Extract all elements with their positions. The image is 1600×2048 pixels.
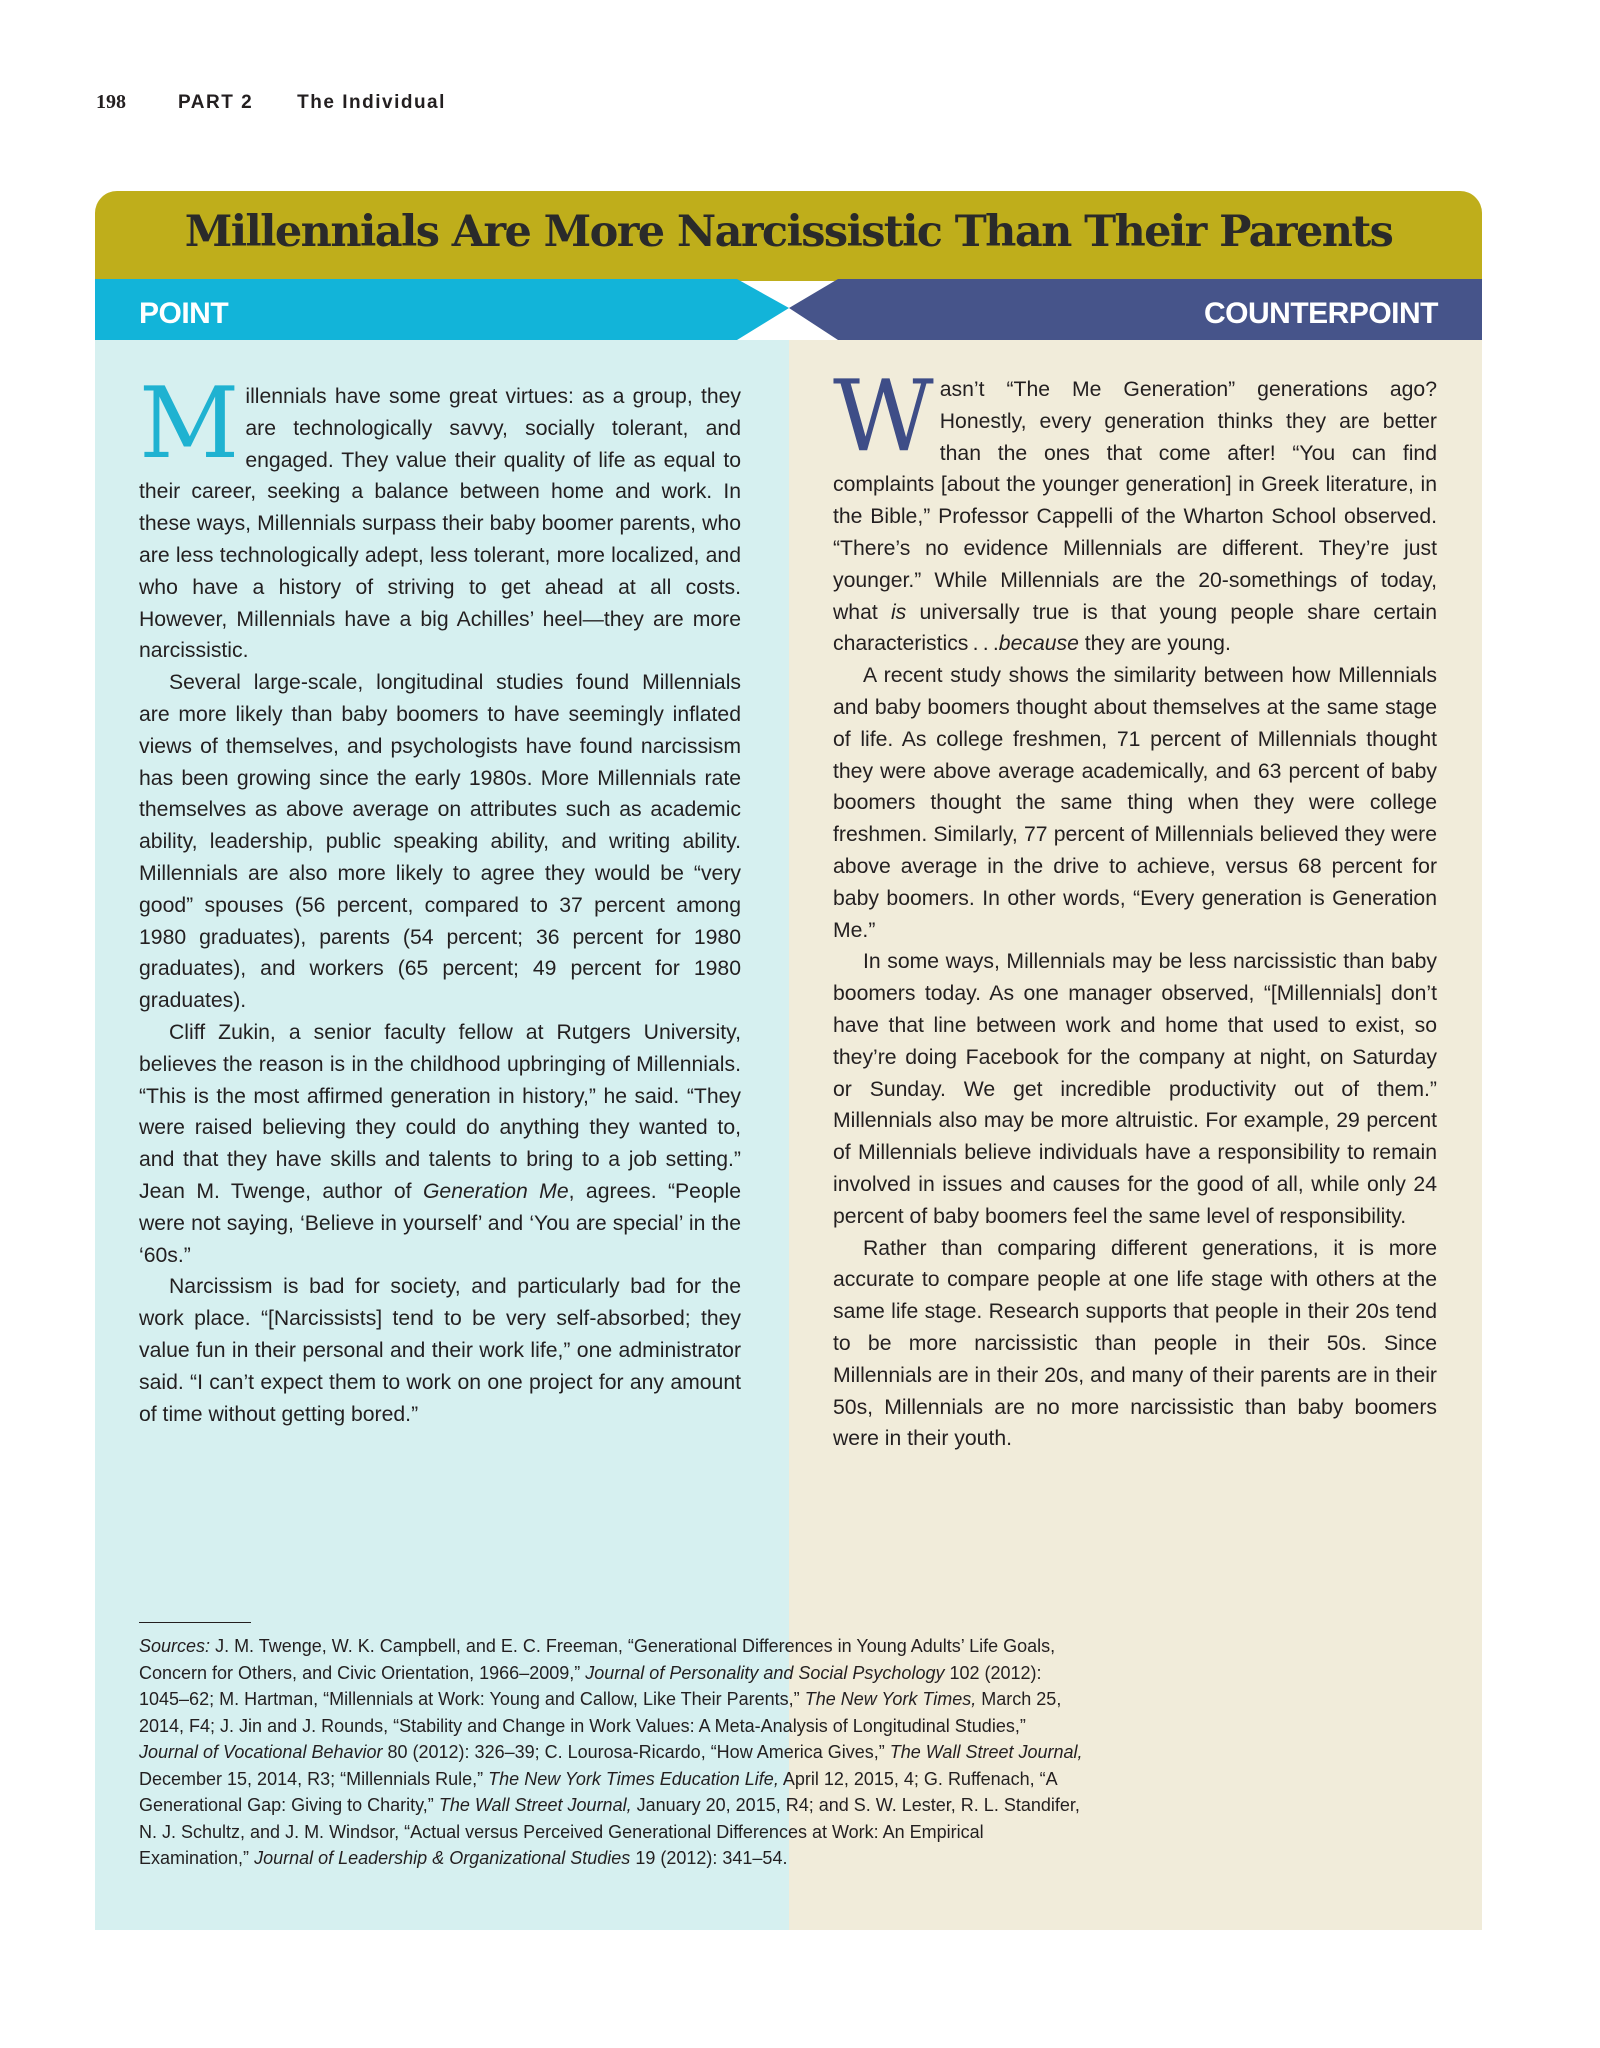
counterpoint-label: COUNTERPOINT <box>1204 297 1438 330</box>
point-paragraph-text: Cliff Zukin, a senior faculty fellow at Rutgers University, believes the reason is in the childhood upbringing of Millennials. “This is the most affirmed generation in history,” he said. “They were raised believing they could do anything they wanted to, and that they have skills and talents to bring to a job setting.” Jean M. Twenge, author of <box>139 1020 741 1203</box>
source-text: 19 (2012): 341–54. <box>635 1848 788 1868</box>
counterpoint-text <box>833 360 1438 1455</box>
journal-title: Journal of Vocational Behavior <box>139 1742 383 1762</box>
part-title: The Individual <box>297 92 446 113</box>
feature-title: Millennials Are More Narcissistic Than Their Parents <box>184 207 1393 257</box>
point-paragraph <box>139 1017 741 1271</box>
source-text: March 25, 2014, F4; J. Jin and J. Rounds, “Stability and Change in Work Values: A Meta-Analysis of Longitudinal Studies,” <box>139 1689 1062 1736</box>
source-text: J. M. Twenge, W. K. Campbell, and E. C. Freeman, “Generational Differences in Young Adults’ Life Goals, Concern for Others, and Civic Orientation, 1966–2009,” <box>139 1636 1056 1683</box>
journal-title: The Wall Street Journal, <box>889 1742 1083 1762</box>
counterpoint-paragraph: Rather than comparing different generations, it is more accurate to compare people at one life stage with others at the same life stage. Research supports that people in their 20s tend to be more narcissistic than people in their 50s. Since Millennials are in their 20s, and many of their parents are in their 50s, Millennials are no more narcissistic than baby boomers were in their youth. <box>833 1236 1437 1451</box>
emphasis-text: because <box>998 632 1079 656</box>
sources-note <box>139 1633 1089 1872</box>
journal-title: The New York Times, <box>804 1689 977 1709</box>
counterpoint-paragraph: A recent study shows the similarity between how Millennials and baby boomers thought about themselves at the same stage of life. As college freshmen, 71 percent of Millennials thought they were above average academically, and 63 percent of baby boomers thought the same thing when they were college freshmen. Similarly, 77 percent of Millennials believed they were above average in the drive to achieve, versus 68 percent for baby boomers. In other words, “Every generation is Generation Me.” <box>833 664 1437 942</box>
page-number: 198 <box>96 91 126 113</box>
point-paragraph: Several large-scale, longitudinal studies found Millennials are more likely than baby boomers to have seemingly inflated views of themselves, and psychologists have found narcissism has been growing since the early 1980s. More Millennials rate themselves as above average on attributes such as academic ability, leadership, public speaking ability, and writing ability. Millennials are also more likely to agree they would be “very good” spouses (56 percent, compared to 37 percent among 1980 graduates), parents (54 percent; 36 percent for 1980 graduates), and workers (65 percent; 49 percent for 1980 graduates). <box>139 671 741 1013</box>
point-paragraph <box>139 367 741 667</box>
source-text: 80 (2012): 326–39; C. Lourosa-Ricardo, “How America Gives,” <box>387 1742 885 1762</box>
source-text: December 15, 2014, R3; “Millennials Rule,” <box>139 1768 484 1789</box>
counterpoint-paragraph-text: they are young. <box>1084 632 1231 656</box>
journal-title: The New York Times Education Life, <box>488 1768 779 1789</box>
point-paragraph: Narcissism is bad for society, and particularly bad for the work place. “[Narcissists] tend to be very self-absorbed; they value fun in their personal and their work life,” one administrator said. “I can’t expect them to work on one project for any amount of time without getting bored.” <box>139 1275 741 1426</box>
counterpoint-dropcap: W <box>833 360 934 474</box>
running-head <box>96 91 446 114</box>
sources-label: Sources: <box>139 1636 211 1656</box>
source-text: April 12, 2015, 4; G. Ruffenach, “A Generational Gap: Giving to Charity,” <box>139 1768 1057 1815</box>
part-label: PART 2 <box>178 92 254 113</box>
point-dropcap: M <box>139 367 240 481</box>
point-paragraph-text: illennials have some great virtues: as a group, they are technologically savvy, socially tolerant, and engaged. They value their quality of life as equal to their career, seeking a balance between home and work. In these ways, Millennials surpass their baby boomer parents, who are less technologically adept, less tolerant, more localized, and who have a history of striving to get ahead at all costs. However, Millennials have a big Achilles’ heel—they are more narcissistic. <box>139 385 741 663</box>
emphasis-text: is <box>890 600 907 624</box>
counterpoint-paragraph-text: universally true is that young people share certain characteristics . . . <box>833 600 1438 656</box>
journal-title: The Wall Street Journal, <box>438 1795 632 1815</box>
sources-divider <box>139 1622 251 1623</box>
point-text <box>139 367 742 1430</box>
journal-title: Journal of Leadership & Organizational Studies <box>254 1848 631 1868</box>
point-paragraph-text: , agrees. “People were not saying, ‘Believe in yourself’ and ‘You are special’ in the ‘60s.” <box>139 1179 742 1267</box>
point-label: POINT <box>139 297 229 330</box>
counterpoint-paragraph-text: asn’t “The Me Generation” generations ago? Honestly, every generation thinks they are better than the ones that come after! “You can find complaints [about the younger generation] in Greek literature, in the Bible,” Professor Cappelli of the Wharton School observed. “There’s no evidence Millennials are different. They’re just younger.” While Millennials are the 20-somethings of today, what <box>833 378 1437 624</box>
source-text: January 20, 2015, R4; and S. W. Lester, R. L. Standifer, N. J. Schultz, and J. M. Windsor, “Actual versus Perceived Generational Differences at Work: An Empirical Examination,” <box>139 1795 1080 1868</box>
book-title: Generation Me <box>422 1179 569 1203</box>
counterpoint-paragraph: In some ways, Millennials may be less narcissistic than baby boomers today. As one manager observed, “[Millennials] don’t have that line between work and home that used to exist, so they’re doing Facebook for the company at night, on Saturday or Sunday. We get incredible productivity out of them.” Millennials also may be more altruistic. For example, 29 percent of Millennials believe individuals have a responsibility to remain involved in issues and causes for the good of all, while only 24 percent of baby boomers feel the same level of responsibility. <box>833 950 1437 1228</box>
counterpoint-paragraph <box>833 360 1438 660</box>
source-text: 102 (2012): 1045–62; M. Hartman, “Millennials at Work: Young and Callow, Like Their Parents,” <box>139 1662 1042 1709</box>
journal-title: Journal of Personality and Social Psychology <box>585 1662 945 1683</box>
